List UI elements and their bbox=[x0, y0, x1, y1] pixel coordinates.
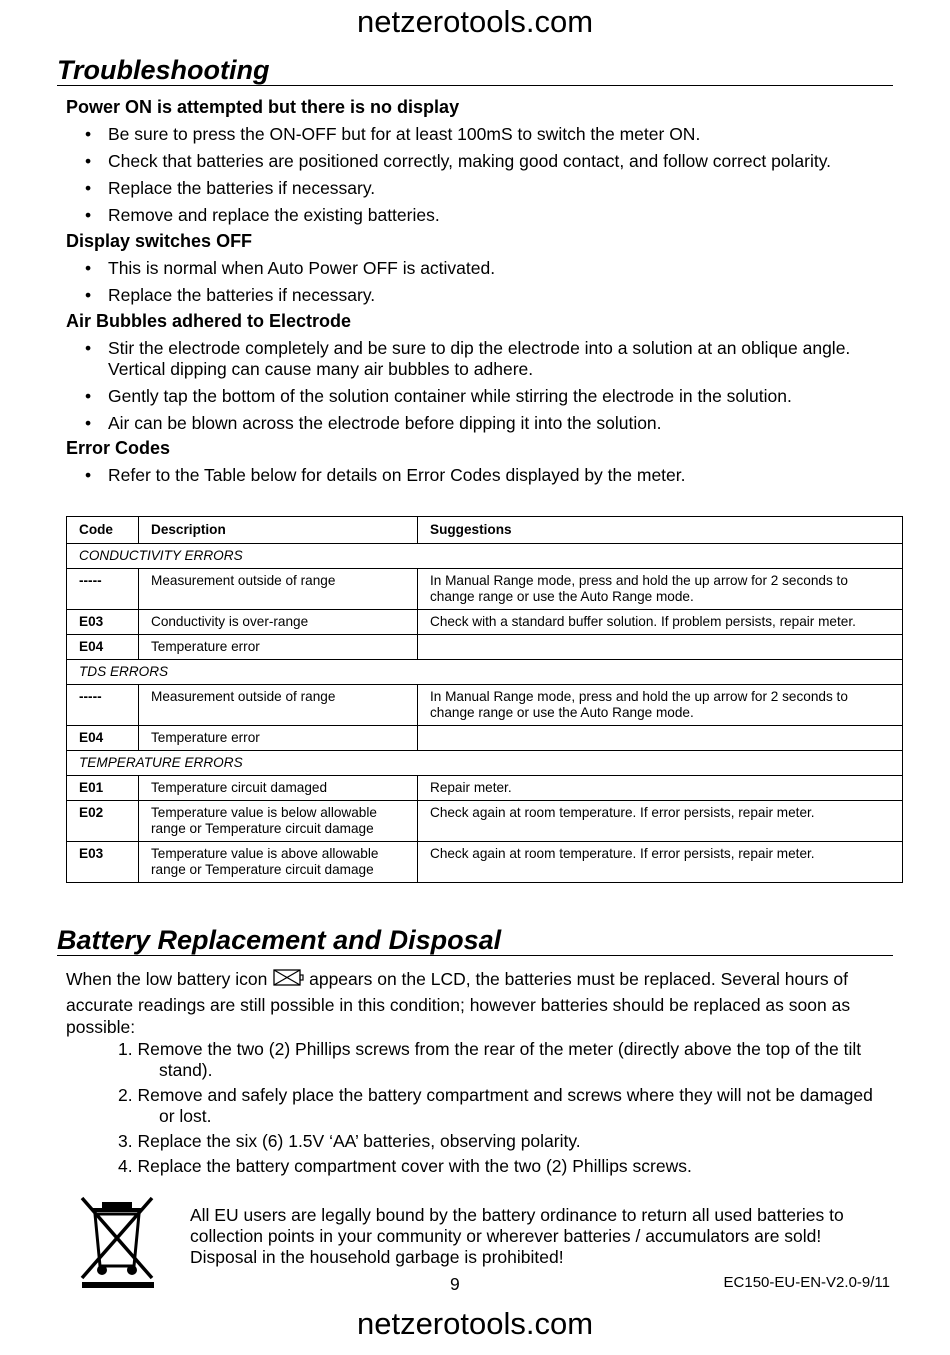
error-code: ----- bbox=[67, 685, 139, 726]
battery-intro-text-1: When the low battery icon bbox=[66, 969, 268, 990]
error-code: ----- bbox=[67, 569, 139, 610]
error-suggestion: In Manual Range mode, press and hold the up arrow for 2 seconds to change range or use the Auto Range mode. bbox=[418, 569, 903, 610]
table-row bbox=[67, 569, 903, 610]
step-item: 3. Replace the six (6) 1.5V ‘AA’ batteries, observing polarity. bbox=[118, 1131, 581, 1151]
table-header-row bbox=[67, 517, 903, 544]
document-reference: EC150-EU-EN-V2.0-9/11 bbox=[723, 1274, 890, 1291]
category-conductivity: CONDUCTIVITY ERRORS bbox=[67, 544, 903, 569]
table-row bbox=[67, 801, 903, 842]
error-suggestion: Repair meter. bbox=[418, 776, 903, 801]
error-description: Temperature circuit damaged bbox=[139, 776, 418, 801]
column-header-suggestions: Suggestions bbox=[418, 517, 903, 544]
eu-disposal-notice: All EU users are legally bound by the battery ordinance to return all used batteries to collection points in your community or wherever batteries / accumulators are sold! Disposal in the household garbage is prohibited! bbox=[190, 1205, 844, 1267]
table-row bbox=[67, 610, 903, 635]
step-item: 2. Remove and safely place the battery compartment and screws where they will not be damaged or lost. bbox=[118, 1085, 873, 1126]
error-suggestion bbox=[418, 635, 903, 660]
error-suggestion: Check again at room temperature. If error persists, repair meter. bbox=[418, 801, 903, 842]
troubleshooting-title: Troubleshooting bbox=[57, 55, 893, 86]
error-description: Temperature error bbox=[139, 635, 418, 660]
error-codes-table bbox=[66, 516, 903, 883]
list-display-off bbox=[66, 258, 896, 312]
error-suggestion: Check again at room temperature. If error persists, repair meter. bbox=[418, 842, 903, 883]
section-heading-display-off: Display switches OFF bbox=[66, 231, 253, 251]
battery-intro-text-2: appears on the LCD, the batteries must be replaced. Several hours of accurate readings are still possible in this condition; however batteries should be replaced as soon as possible: bbox=[66, 969, 851, 1037]
error-suggestion bbox=[418, 726, 903, 751]
battery-title: Battery Replacement and Disposal bbox=[57, 925, 893, 956]
list-error-codes bbox=[66, 465, 896, 492]
error-suggestion: Check with a standard buffer solution. If problem persists, repair meter. bbox=[418, 610, 903, 635]
error-code: E04 bbox=[67, 635, 139, 660]
error-code: E02 bbox=[67, 801, 139, 842]
error-description: Measurement outside of range bbox=[139, 569, 418, 610]
step-item: 4. Replace the battery compartment cover with the two (2) Phillips screws. bbox=[118, 1156, 692, 1176]
list-item: • Refer to the Table below for details on Error Codes displayed by the meter. bbox=[66, 465, 896, 486]
category-tds: TDS ERRORS bbox=[67, 660, 903, 685]
battery-intro bbox=[66, 967, 896, 1038]
table-row bbox=[67, 776, 903, 801]
list-item: • Stir the electrode completely and be sure to dip the electrode into a solution at an oblique angle. Vertical dipping can cause many air bubbles to adhere. bbox=[66, 338, 896, 380]
list-item: • Be sure to press the ON-OFF but for at least 100mS to switch the meter ON. bbox=[66, 124, 896, 145]
error-description: Measurement outside of range bbox=[139, 685, 418, 726]
error-code: E04 bbox=[67, 726, 139, 751]
table-category-row bbox=[67, 660, 903, 685]
error-description: Conductivity is over-range bbox=[139, 610, 418, 635]
error-description: Temperature value is below allowable range or Temperature circuit damage bbox=[139, 801, 418, 842]
list-item: • Replace the batteries if necessary. bbox=[66, 178, 896, 199]
error-code: E03 bbox=[67, 610, 139, 635]
table-category-row bbox=[67, 751, 903, 776]
step-item: 1. Remove the two (2) Phillips screws from the rear of the meter (directly above the top of the tilt stand). bbox=[118, 1039, 862, 1080]
table-row bbox=[67, 842, 903, 883]
error-code: E03 bbox=[67, 842, 139, 883]
list-item: • Air can be blown across the electrode before dipping it into the solution. bbox=[66, 413, 896, 434]
site-header: netzerotools.com bbox=[356, 4, 594, 39]
section-heading-error-codes: Error Codes bbox=[66, 438, 171, 458]
weee-bin-icon bbox=[78, 1194, 158, 1295]
error-suggestion: In Manual Range mode, press and hold the up arrow for 2 seconds to change range or use the Auto Range mode. bbox=[418, 685, 903, 726]
section-heading-air-bubbles: Air Bubbles adhered to Electrode bbox=[66, 311, 352, 331]
list-item: • Check that batteries are positioned correctly, making good contact, and follow correct polarity. bbox=[66, 151, 896, 172]
section-heading-no-display: Power ON is attempted but there is no display bbox=[66, 97, 460, 117]
column-header-description: Description bbox=[139, 517, 418, 544]
list-air-bubbles bbox=[66, 338, 896, 440]
list-item: • Replace the batteries if necessary. bbox=[66, 285, 896, 306]
table-row bbox=[67, 685, 903, 726]
table-category-row bbox=[67, 544, 903, 569]
error-code: E01 bbox=[67, 776, 139, 801]
low-battery-icon bbox=[272, 967, 304, 994]
error-description: Temperature error bbox=[139, 726, 418, 751]
site-footer: netzerotools.com bbox=[356, 1306, 594, 1341]
column-header-code: Code bbox=[67, 517, 139, 544]
error-description: Temperature value is above allowable range or Temperature circuit damage bbox=[139, 842, 418, 883]
list-item: • This is normal when Auto Power OFF is activated. bbox=[66, 258, 896, 279]
battery-steps bbox=[118, 1039, 888, 1181]
table-row bbox=[67, 726, 903, 751]
category-temperature: TEMPERATURE ERRORS bbox=[67, 751, 903, 776]
list-item: • Remove and replace the existing batteries. bbox=[66, 205, 896, 226]
list-item: • Gently tap the bottom of the solution container while stirring the electrode in the solution. bbox=[66, 386, 896, 407]
page-number: 9 bbox=[450, 1274, 460, 1294]
table-row bbox=[67, 635, 903, 660]
list-no-display bbox=[66, 124, 896, 232]
